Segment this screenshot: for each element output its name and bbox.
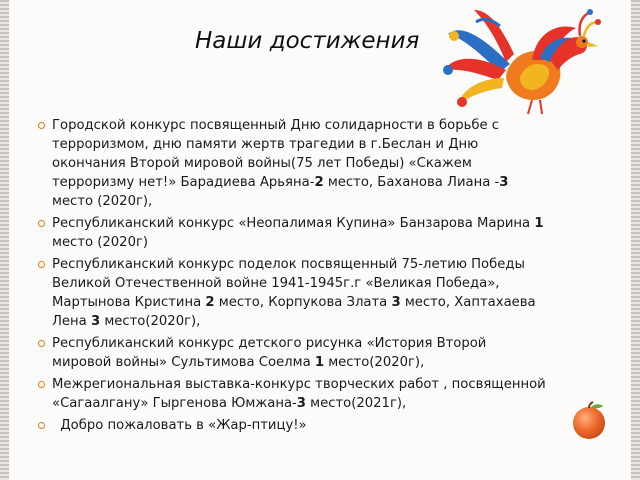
slide-frame-right (631, 0, 640, 480)
slide-frame-left (0, 0, 9, 480)
bullet-icon (38, 122, 45, 129)
list-item: Городской конкурс посвященный Дню солидарности в борьбе с терроризмом, дню памяти жертв трагедии в г.Беслан и Дню окончания Второй мировой войны(75 лет Победы) «Скажем терроризму нет!» Барадиева Арьяна-2 место, Баханова Лиана -3 место (2020г), (38, 116, 548, 211)
list-item: Республиканский конкурс детского рисунка «История Второй мировой войны» Сультимова Соелма 1 место(2020г), (38, 334, 548, 372)
list-item: Межрегиональная выставка-конкурс творческих работ , посвященной «Сагаалгану» Гыргенова Юмжана-3 место(2021г), (38, 375, 548, 413)
firebird-icon (440, 4, 605, 119)
list-item: Добро пожаловать в «Жар-птицу!» (38, 416, 548, 435)
slide-title: Наши достижения (195, 28, 420, 54)
bullet-icon (38, 381, 45, 388)
list-item: Республиканский конкурс поделок посвященный 75-летию Победы Великой Отечественной войне 1941-1945г.г «Великая Победа», Мартынова Кристина 2 место, Корпукова Злата 3 место, Хаптахаева Лена 3 место(2020г), (38, 255, 548, 331)
bullet-icon (38, 220, 45, 227)
bullet-icon (38, 261, 45, 268)
bullet-icon (38, 340, 45, 347)
apple-icon (569, 401, 609, 441)
achievements-list (38, 116, 548, 438)
list-item: Республиканский конкурс «Неопалимая Купина» Банзарова Марина 1 место (2020г) (38, 214, 548, 252)
bullet-icon (38, 422, 45, 429)
